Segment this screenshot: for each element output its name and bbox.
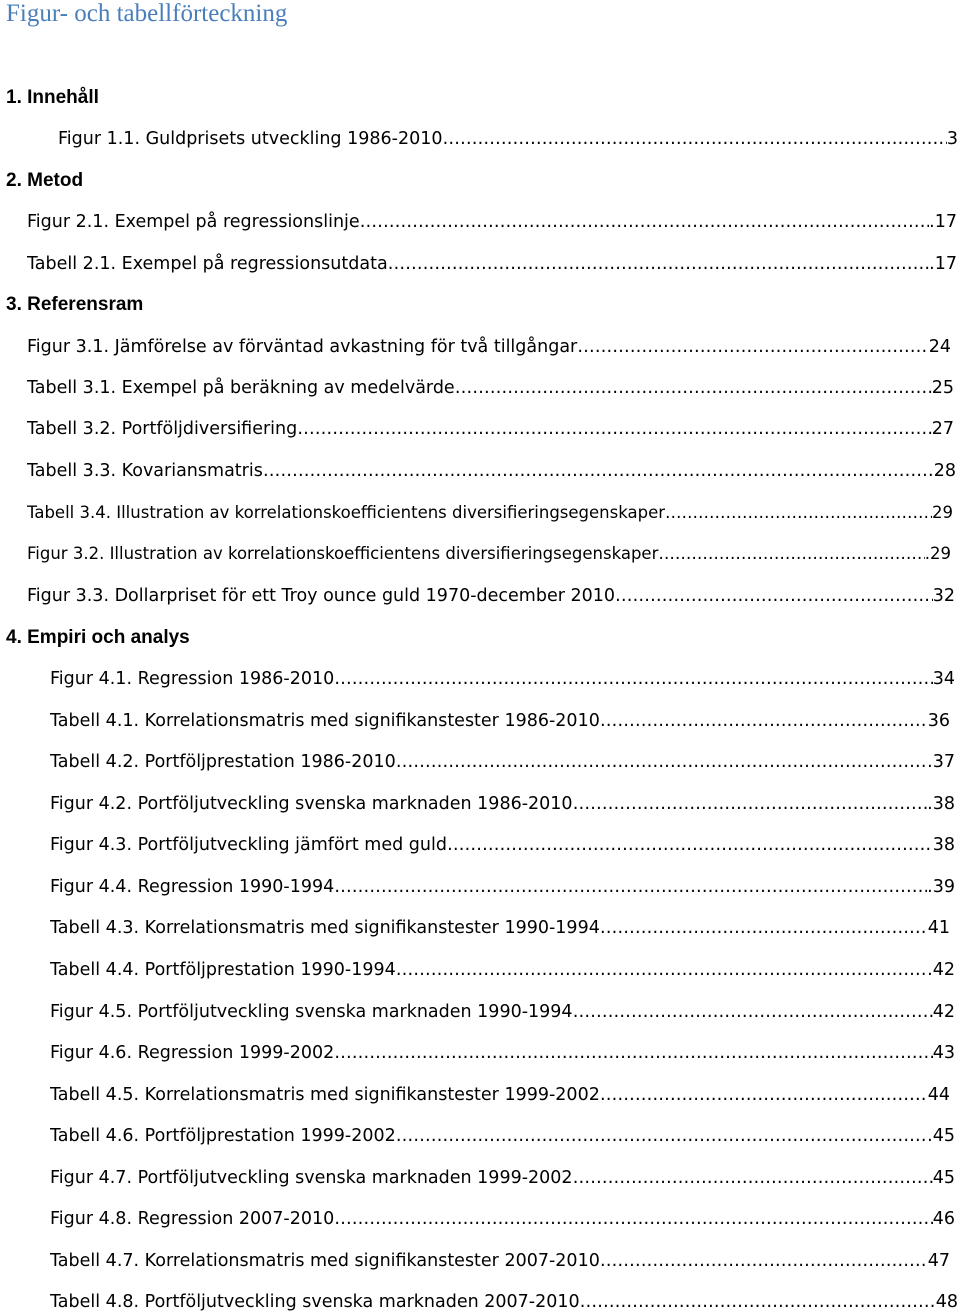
dot-leader [388,252,929,276]
toc-entry-page: .38 [927,794,955,814]
toc-entry[interactable] [50,875,955,899]
toc-entry-page: 42 [932,1002,955,1022]
toc-entry-page: 29 [932,503,953,522]
toc-entry[interactable] [27,376,954,400]
toc-entry[interactable] [50,958,955,982]
toc-entry-page: 48 [935,1292,958,1312]
toc-entry-label: Figur 2.1. Exempel på regressionslinje [27,212,360,232]
toc-entry-page: 28 [933,461,956,481]
toc-entry[interactable] [27,542,951,566]
page-title: Figur- och tabellförteckning [6,0,288,27]
toc-entry-page: .42 [927,960,955,980]
toc-entry-label: Tabell 2.1. Exempel på regressionsutdata [27,254,388,274]
toc-entry-page: .17 [929,212,957,232]
dot-leader [665,501,932,525]
dot-leader [573,1166,933,1190]
toc-entry-page: 27 [931,419,954,439]
toc-entry[interactable] [50,1249,950,1273]
toc-entry-label: Figur 1.1. Guldprisets utveckling 1986-2010 [58,129,443,149]
dot-leader [455,376,932,400]
dot-leader [334,875,927,899]
dot-leader [615,584,933,608]
toc-entry-label: Tabell 3.2. Portföljdiversifiering [27,419,298,439]
toc-entry-label: Figur 4.1. Regression 1986-2010 [50,669,335,689]
toc-entry[interactable] [50,833,955,857]
dot-leader [396,1124,927,1148]
toc-entry[interactable] [50,1207,955,1231]
toc-entry[interactable] [27,584,955,608]
toc-entry[interactable] [50,1083,950,1107]
toc-entry-page: 47 [927,1251,950,1271]
toc-entry[interactable] [50,750,955,774]
toc-entry-page: .37 [927,752,955,772]
toc-entry-page: 44 [927,1085,950,1105]
dot-leader [396,958,927,982]
toc-entry[interactable] [50,667,955,691]
dot-leader [334,667,932,691]
toc-entry-label: Figur 4.8. Regression 2007-2010 [50,1209,335,1229]
toc-entry-label: Tabell 4.1. Korrelationsmatris med signifikanstester 1986-2010 [50,711,600,731]
toc-entry-label: Tabell 4.3. Korrelationsmatris med signifikanstester 1990-1994 [50,918,600,938]
dot-leader [334,1207,932,1231]
toc-entry-label: Tabell 4.8. Portföljutveckling svenska marknaden 2007-2010 [50,1292,580,1312]
dot-leader [600,1249,928,1273]
toc-entry-page: .45 [927,1126,955,1146]
toc-entry-label: Tabell 3.3. Kovariansmatris [27,461,263,481]
toc-entry-label: Figur 3.2. Illustration av korrelationskoefficientens diversifieringsegenskaper [27,544,659,563]
section-heading-empiri: 4. Empiri och analys [6,627,190,648]
toc-entry[interactable] [27,459,956,483]
toc-entry-page: .39 [927,877,955,897]
dot-leader [600,916,928,940]
toc-entry-label: Figur 3.3. Dollarpriset för ett Troy ounce guld 1970-december 2010 [27,586,616,606]
toc-entry-page: 34 [932,669,955,689]
dot-leader [600,1083,928,1107]
toc-entry-page: 3 [946,129,958,149]
toc-entry[interactable] [58,127,958,151]
toc-entry-page: 46 [932,1209,955,1229]
toc-entry[interactable] [50,709,950,733]
toc-entry-page: .17 [929,254,957,274]
toc-entry-label: Tabell 4.6. Portföljprestation 1999-2002 [50,1126,396,1146]
toc-entry[interactable] [50,916,950,940]
toc-entry-label: Tabell 4.5. Korrelationsmatris med signifikanstester 1999-2002 [50,1085,600,1105]
dot-leader [580,1290,936,1314]
toc-entry-label: Figur 4.3. Portföljutveckling jämfört med guld [50,835,447,855]
toc-entry-label: Figur 4.4. Regression 1990-1994 [50,877,335,897]
dot-leader [396,750,927,774]
toc-entry-label: Figur 4.6. Regression 1999-2002 [50,1043,335,1063]
toc-entry-label: Figur 3.1. Jämförelse av förväntad avkastning för två tillgångar [27,337,578,357]
toc-entry[interactable] [27,252,957,276]
dot-leader [573,792,928,816]
dot-leader [600,709,928,733]
toc-entry-label: Figur 4.7. Portföljutveckling svenska marknaden 1999-2002 [50,1168,573,1188]
toc-entry-label: Tabell 3.1. Exempel på beräkning av medelvärde [27,378,455,398]
section-heading-metod: 2. Metod [6,170,84,191]
dot-leader [297,417,931,441]
toc-entry-label: Figur 4.2. Portföljutveckling svenska marknaden 1986-2010 [50,794,573,814]
toc-entry[interactable] [27,501,953,525]
toc-entry-page: 25 [931,378,954,398]
toc-entry-page: 36 [927,711,950,731]
section-heading-referensram: 3. Referensram [6,294,144,315]
toc-entry-label: Tabell 3.4. Illustration av korrelationskoefficientens diversifieringsegenskaper [27,503,666,522]
toc-entry-page: 45 [932,1168,955,1188]
dot-leader [263,459,934,483]
toc-entry-label: Tabell 4.2. Portföljprestation 1986-2010 [50,752,396,772]
toc-entry-page: 41 [927,918,950,938]
dot-leader [658,542,924,566]
toc-entry[interactable] [27,335,951,359]
toc-entry[interactable] [50,1166,955,1190]
dot-leader [334,1041,932,1065]
dot-leader [443,127,947,151]
section-heading-innehall: 1. Innehåll [6,87,99,108]
toc-entry[interactable] [27,210,957,234]
toc-entry-page: 38 [932,835,955,855]
toc-entry[interactable] [50,1124,955,1148]
toc-entry-label: Figur 4.5. Portföljutveckling svenska marknaden 1990-1994 [50,1002,573,1022]
toc-entry[interactable] [27,417,954,441]
toc-entry[interactable] [50,792,955,816]
dot-leader [577,335,928,359]
toc-entry[interactable] [50,1290,958,1314]
toc-entry-label: Tabell 4.4. Portföljprestation 1990-1994 [50,960,396,980]
toc-entry-page: 32 [932,586,955,606]
toc-entry-page: .29 [924,544,951,563]
toc-entry-page: 43 [932,1043,955,1063]
toc-entry-page: 24 [928,337,951,357]
dot-leader [573,1000,933,1024]
dot-leader [447,833,933,857]
toc-entry[interactable] [50,1000,955,1024]
dot-leader [360,210,929,234]
toc-entry-label: Tabell 4.7. Korrelationsmatris med signifikanstester 2007-2010 [50,1251,600,1271]
toc-entry[interactable] [50,1041,955,1065]
